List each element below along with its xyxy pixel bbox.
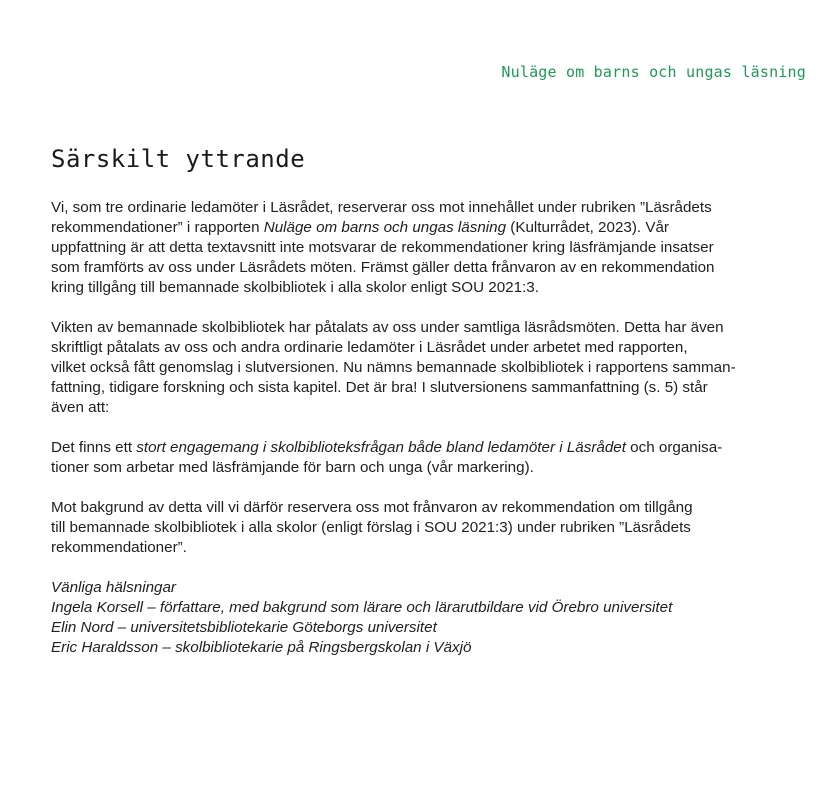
signature-block [51,578,761,658]
statement-content [51,145,761,658]
p2-line-1: Vikten av bemannade skolbibliotek har påtalats av oss under samtliga läsrådsmöten. Detta har även [51,319,724,336]
greeting: Vänliga hälsningar [51,579,176,596]
paragraph-4 [51,498,761,558]
p2-line-2: skriftligt påtalats av oss och andra ordinarie ledamöter i Läsrådet under arbetet med rapporten, [51,339,688,356]
p3-text-a: Det finns ett [51,439,137,456]
p1-text-b: rekommendationer” i rapporten [51,219,264,236]
signer-3: Eric Haraldsson – skolbibliotekarie på Ringsbergskolan i Växjö [51,639,472,656]
signer-1: Ingela Korsell – författare, med bakgrund som lärare och lärarutbildare vid Örebro universitet [51,599,673,616]
p2-line-5: även att: [51,399,110,416]
paragraph-2 [51,318,761,418]
report-title-italic: Nuläge om barns och ungas läsning [263,219,507,236]
quote-italic: stort engagemang i skolbiblioteksfrågan både bland ledamöter i Läsrådet [136,439,626,456]
p3-text-b: och organisa- [625,439,723,456]
running-header-title: Nuläge om barns och ungas läsning [501,63,806,81]
p1-line-4: som framförts av oss under Läsrådets möten. Främst gäller detta frånvaron av en rekommendation [51,259,715,276]
p3-line-2: tioner som arbetar med läsfrämjande för barn och unga (vår markering). [51,459,534,476]
p2-line-3: vilket också fått genomslag i slutversionen. Nu nämns bemannade skolbibliotek i rapportens samman- [51,359,736,376]
p4-line-2: till bemannade skolbibliotek i alla skolor (enligt förslag i SOU 2021:3) under rubriken ”Läsrådets [51,519,691,536]
paragraph-1 [51,198,761,298]
p1-line-3: uppfattning är att detta textavsnitt inte motsvarar de rekommendationer kring läsfrämjande insatser [51,239,714,256]
p1-text-c: (Kulturrådet, 2023). Vår [506,219,669,236]
p2-line-4: fattning, tidigare forskning och sista kapitel. Det är bra! I slutversionens sammanfattning (s. 5) står [51,379,708,396]
signer-2: Elin Nord – universitetsbibliotekarie Göteborgs universitet [51,619,437,636]
p4-line-1: Mot bakgrund av detta vill vi därför reservera oss mot frånvaron av rekommendation om tillgång [51,499,693,516]
p4-line-3: rekommendationer”. [51,539,187,556]
page-title: Särskilt yttrande [51,145,306,173]
paragraph-3 [51,438,761,478]
p1-line-5: kring tillgång till bemannade skolbibliotek i alla skolor enligt SOU 2021:3. [51,279,539,296]
p1-line-1: Vi, som tre ordinarie ledamöter i Läsrådet, reserverar oss mot innehållet under rubriken ”Läsrådets [51,199,712,216]
